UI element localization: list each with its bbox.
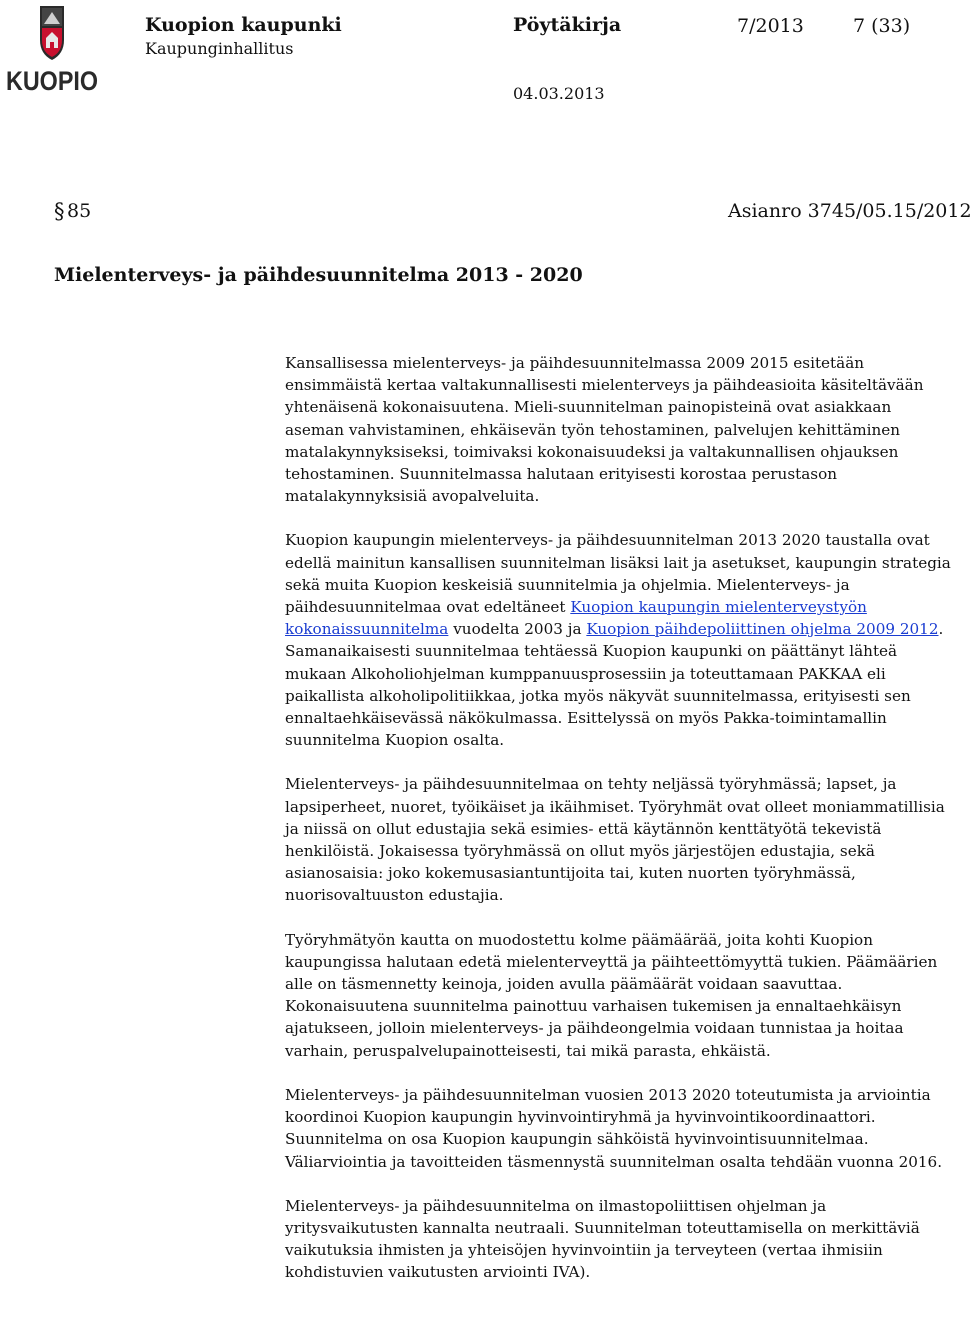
section-sign: § [54, 199, 65, 223]
committee-name: Kaupunginhallitus [145, 39, 294, 58]
coat-of-arms-icon [40, 6, 64, 60]
paragraph-2 [285, 529, 955, 751]
page-number: 7 (33) [853, 15, 911, 37]
paragraph-2-text-c: . Samanaikaisesti suunnitelmaa tehtäessä Kuopion kaupunki on päättänyt lähteä mukaan Alkoholiohjelman kumppanuusprosessiin ja toteuttamaan PAKKAA eli paikallista alkoholipolitiikkaa, jotka myös näkyvät suunnitelmassa, erityisesti sen ennaltaehkäisevässä näkökulmassa. Esittelyssä on myös Pakka-toimintamallin suunnitelma Kuopion osalta. [285, 620, 944, 750]
organization-name: Kuopion kaupunki [145, 14, 342, 36]
page-title: Mielenterveys- ja päihdesuunnitelma 2013 - 2020 [54, 264, 583, 286]
document-number: 7/2013 [737, 15, 804, 37]
paragraph-2-text-b: vuodelta 2003 ja [448, 620, 587, 639]
substance-policy-program-link[interactable]: Kuopion päihdepoliittinen ohjelma 2009 2012 [586, 620, 939, 639]
document-body [285, 352, 955, 1306]
meeting-date: 04.03.2013 [513, 84, 605, 103]
paragraph-4: Työryhmätyön kautta on muodostettu kolme päämäärää, joita kohti Kuopion kaupungissa halutaan edetä mielenterveyttä ja päihteettömyyttä tukien. Päämäärien alle on täsmennetty keinoja, joiden avulla päämäärät voidaan saavuttaa. Kokonaisuutena suunnitelma painottuu varhaisen tukemisen ja ennaltaehkäisyn ajatukseen, jolloin mielenterveys- ja päihdeongelmia voidaan tunnistaa ja hoitaa varhain, peruspalvelupainotteisesti, tai mikä parasta, ehkäistä. [285, 930, 938, 1060]
paragraph-1: Kansallisessa mielenterveys- ja päihdesuunnitelmassa 2009 2015 esitetään ensimmäistä kertaa valtakunnallisesti mielenterveys ja päihdeasioita käsiteltävään yhtenäisenä kokonaisuutena. Mieli-suunnitelman painopisteinä ovat asiakkaan aseman vahvistaminen, ehkäisevän työn tehostaminen, palvelujen kehittäminen matalakynnyksiseksi, toimivaksi kokonaisuudeksi ja valtakunnallisen ohjauksen tehostaminen. Suunnitelmassa halutaan erityisesti korostaa perustason matalakynnyksisiä avopalveluita. [285, 354, 924, 506]
case-number: Asianro 3745/05.15/2012 [728, 200, 972, 222]
paragraph-2-text-a: Kuopion kaupungin mielenterveys- ja päihdesuunnitelman 2013 2020 taustalla ovat edellä mainitun kansallisen suunnitelman lisäksi lait ja asetukset, kaupungin strategia sekä muita Kuopion keskeisiä suunnitelmia ja ohjelmia. Mielenterveys- ja päihdesuunnitelmaa ovat edeltäneet [285, 531, 951, 617]
kuopio-logo [4, 4, 100, 96]
paragraph-5: Mielenterveys- ja päihdesuunnitelman vuosien 2013 2020 toteutumista ja arviointia koordinoi Kuopion kaupungin hyvinvointiryhmä ja hyvinvointikoordinaattori. Suunnitelma on osa Kuopion kaupungin sähköistä hyvinvointisuunnitelmaa. Väliarviointia ja tavoitteiden täsmennystä suunnitelman osalta tehdään vuonna 2016. [285, 1085, 943, 1171]
mental-health-plan-link[interactable]: Kuopion kaupungin mielenterveystyön kokonaissuunnitelma [285, 598, 867, 639]
paragraph-3: Mielenterveys- ja päihdesuunnitelmaa on tehty neljässä työryhmässä; lapset, ja lapsiperheet, nuoret, työikäiset ja ikäihmiset. Työryhmät ovat olleet moniammatillisia ja niissä on ollut edustajia sekä esimies- että käytännön kenttätyötä tekevistä henkilöistä. Jokaisessa työryhmässä on ollut myös järjestöjen edustajia, sekä asianosaisia: joko kokemusasiantuntijoita tai, kuten nuorten työryhmässä, nuorisovaltuuston edustajia. [285, 775, 945, 905]
logo-wordmark: KUOPIO [6, 66, 98, 96]
paragraph-6: Mielenterveys- ja päihdesuunnitelma on ilmastopoliittisen ohjelman ja yritysvaikutusten kannalta neutraali. Suunnitelman toteuttamisella on merkittäviä vaikutuksia ihmisten ja yhteisöjen hyvinvointiin ja terveyteen (vertaa ihmisiin kohdistuvien vaikutusten arviointi IVA). [285, 1196, 920, 1282]
section-number: 85 [67, 200, 92, 222]
document-type: Pöytäkirja [513, 14, 622, 36]
